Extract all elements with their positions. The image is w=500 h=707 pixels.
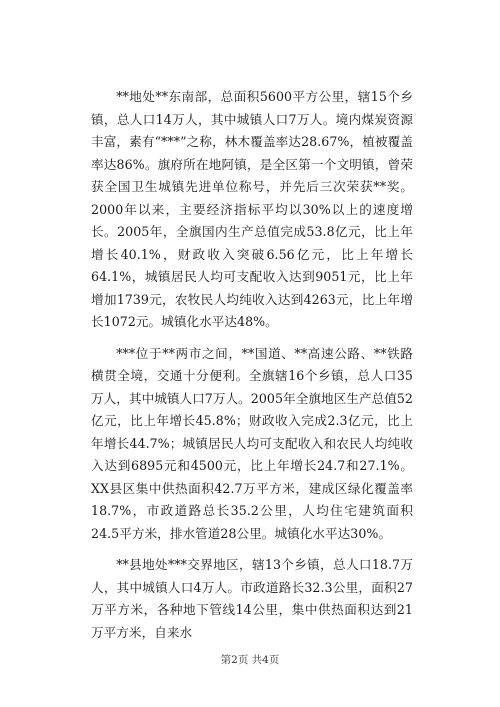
page-footer: 第2页 共4页 (220, 654, 280, 666)
paragraph-1: **地处**东南部，总面积5600平方公里，辖15个乡镇，总人口14万人，其中城镇人口7万人。境内煤炭资源丰富，素有“***”之称，林木覆盖率达28.67%，植被覆盖率达86%。旗府所在地阿镇，是全区第一个文明镇，曾荣获全国卫生城镇先进单位称号，并先后三次荣获**奖。2000年以来，主要经济指标平均以30%以上的速度增长。2005年，全旗国内生产总值完成53.8亿元，比上年增长40.1%，财政收入突破6.56亿元，比上年增长64.1%，城镇居民人均可支配收入达到9051元，比上年增加1739元，农牧民人均纯收入达到4263元，比上年增长1072元。城镇化水平达48%。 (91, 89, 413, 329)
body-text (91, 86, 413, 653)
paragraph-3: **县地处***交界地区，辖13个乡镇，总人口18.7万人，其中城镇人口4万人。市政道路长32.3公里，面积27万平方米，各种地下管线14公里，集中供热面积达到21万平方米，自来水 (91, 557, 413, 640)
paragraph-2: ***位于**两市之间，**国道、**高速公路、**铁路横贯全境，交通十分便利。全旗辖16个乡镇，总人口35万人，其中城镇人口7万人。2005年全旗地区生产总值52亿元，比上年增长45.8%；财政收入完成2.3亿元，比上年增长44.7%；城镇居民人均可支配收入和农民人均纯收入达到6895元和4500元，比上年增长24.7和27.1%。XX县区集中供热面积42.7万平方米，建成区绿化覆盖率18.7%，市政道路总长35.2公里，人均住宅建筑面积24.5平方米，排水管道28公里。城镇化水平达30%。 (91, 345, 413, 541)
